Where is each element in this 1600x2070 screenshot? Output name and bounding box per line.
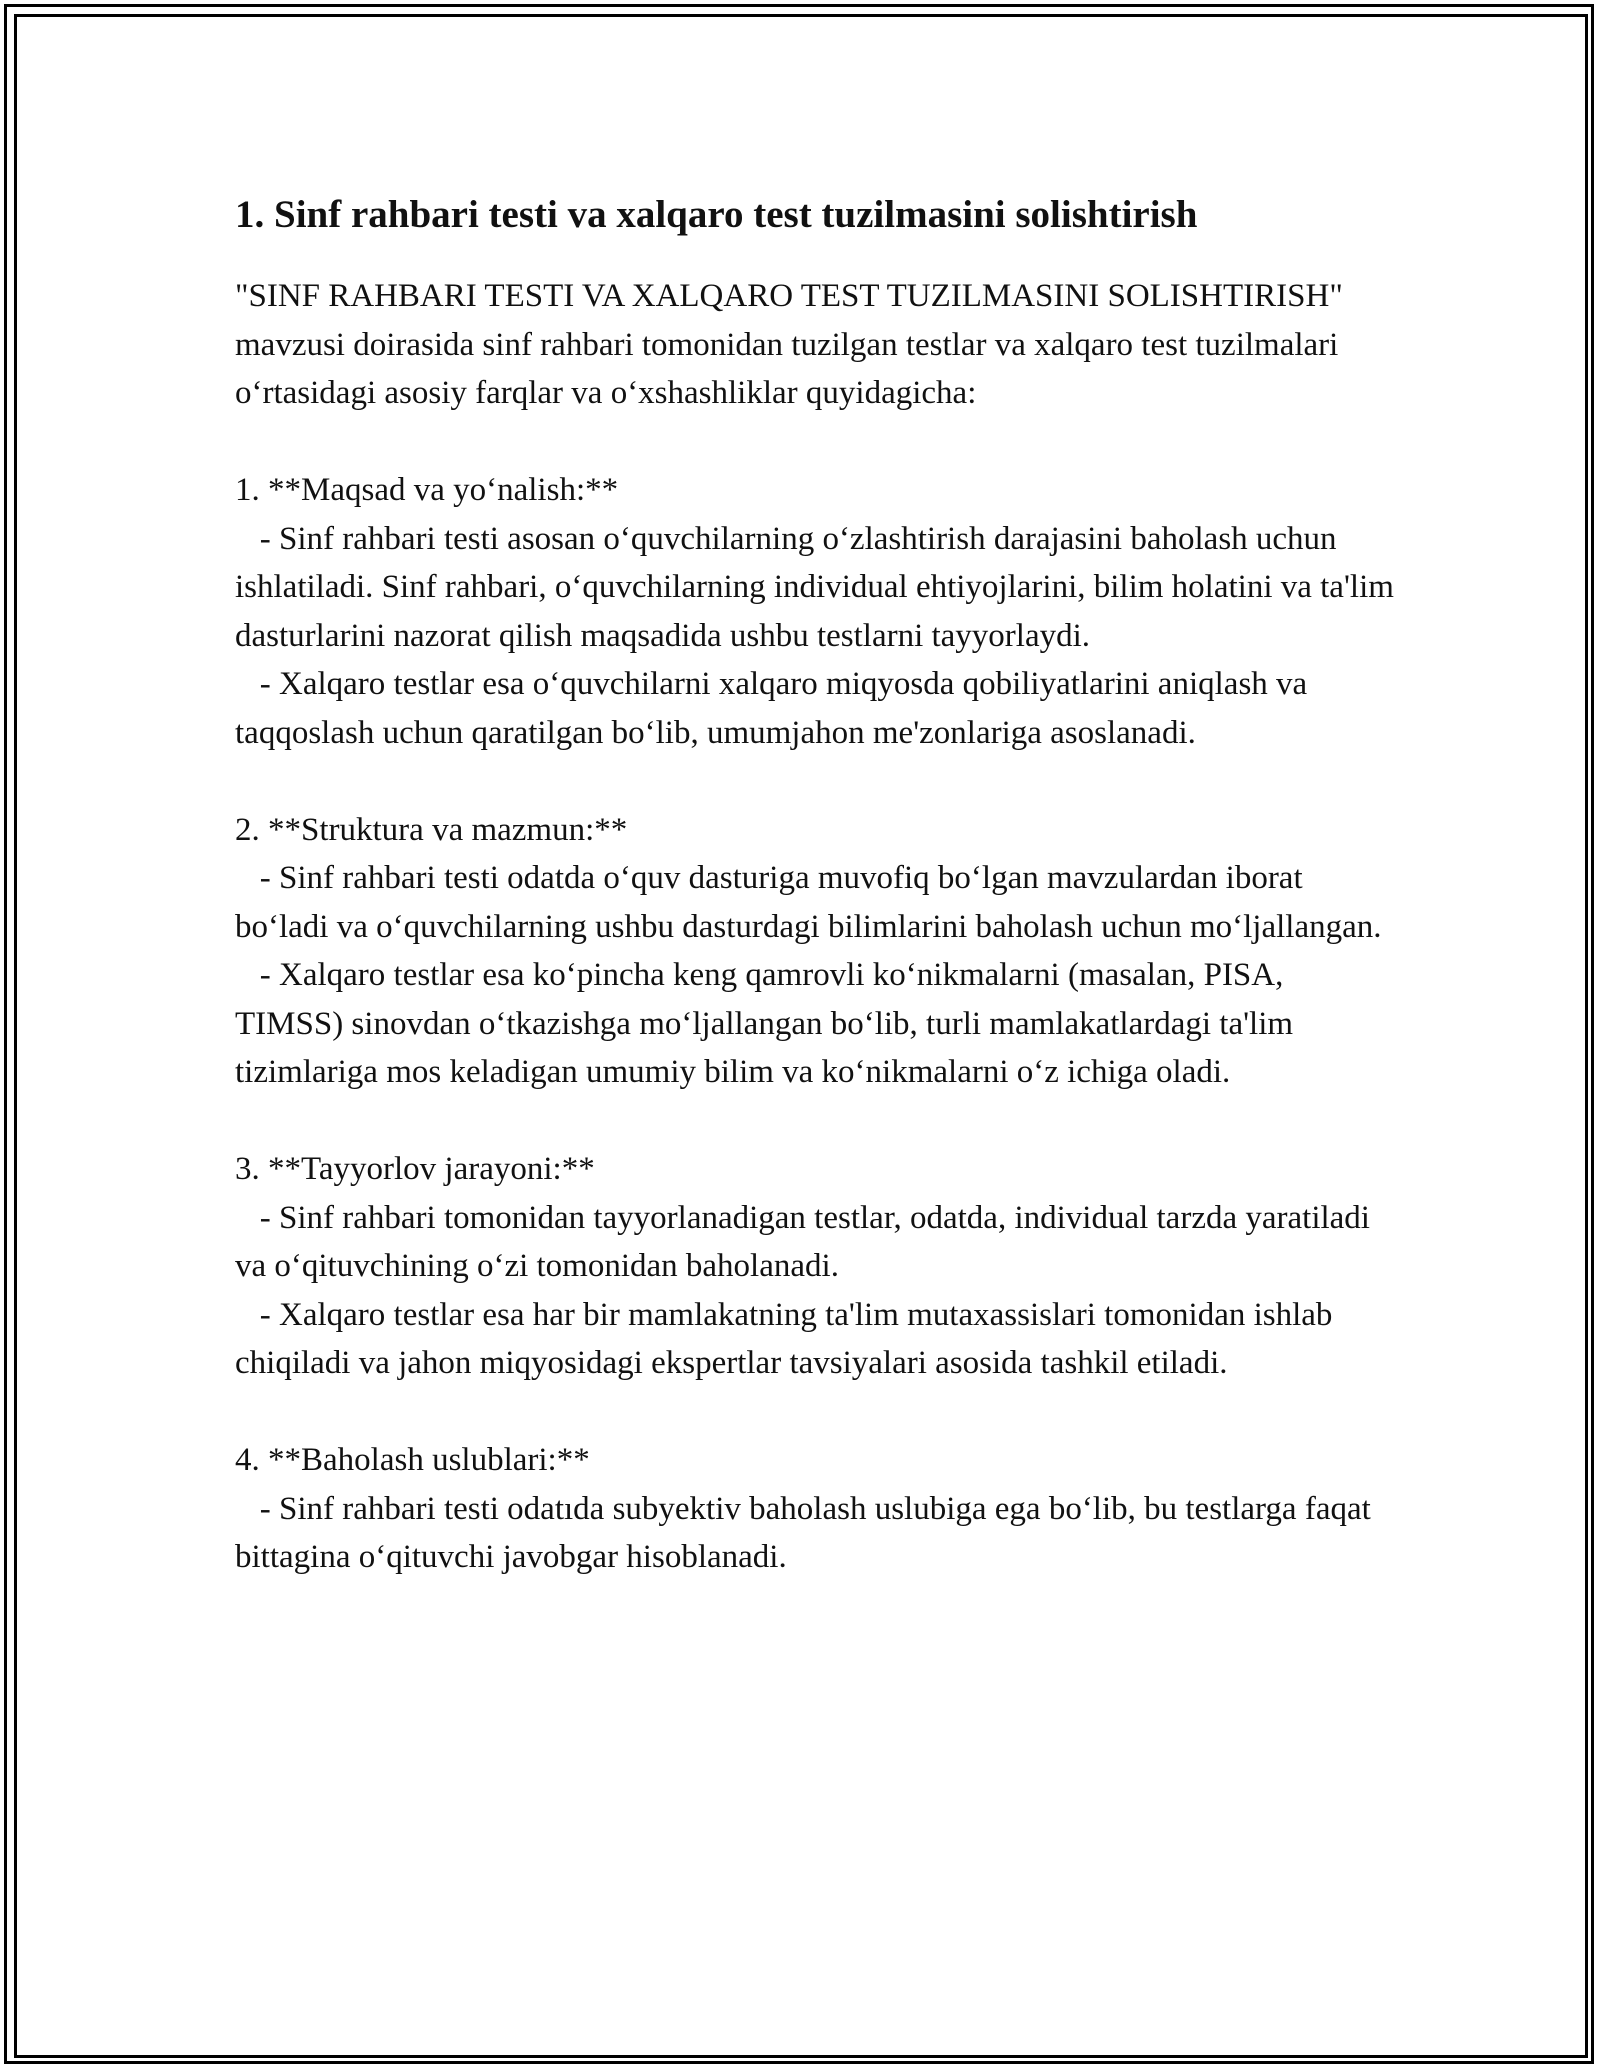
section-point: - Sinf rahbari testi odatıda subyektiv baholash uslubiga ega bo‘lib, bu testlarga faqat bittagina o‘qituvchi javobgar hisoblanadi. xyxy=(235,1490,1371,1575)
section-point: - Xalqaro testlar esa har bir mamlakatning ta'lim mutaxassislari tomonidan ishlab chiqiladi va jahon miqyosidagi ekspertlar tavsiyalari asosida tashkil etiladi. xyxy=(235,1296,1333,1381)
section-point: - Xalqaro testlar esa o‘quvchilarni xalqaro miqyosda qobiliyatlarini aniqlash va taqqoslash uchun qaratilgan bo‘lib, umumjahon me'zonlariga asoslanadi. xyxy=(235,666,1308,751)
section-point: - Sinf rahbari testi asosan o‘quvchilarning o‘zlashtirish darajasini baholash uchun ishlatiladi. Sinf rahbari, o‘quvchilarning individual ehtiyojlarini, bilim holatini va ta'lim dasturlarini nazorat qilish maqsadida ushbu testlarni tayyorlaydi. xyxy=(235,520,1394,654)
document-body xyxy=(235,180,1395,1582)
section-heading: 2. **Struktura va mazmun:** xyxy=(235,811,628,848)
section-heading: 4. **Baholash uslublari:** xyxy=(235,1442,590,1478)
intro-paragraph: "SINF RAHBARI TESTI VA XALQARO TEST TUZILMASINI SOLISHTIRISH" mavzusi doirasida sinf rahbari tomonidan tuzilgan testlar va xalqaro test tuzilmalari o‘rtasidagi asosiy farqlar va o‘xshashliklar quyidagicha: xyxy=(235,278,1343,411)
section-point: - Sinf rahbari tomonidan tayyorlanadigan testlar, odatda, individual tarzda yaratiladi va o‘qituvchining o‘zi tomonidan baholanadi. xyxy=(235,1199,1370,1284)
section-point: - Sinf rahbari testi odatda o‘quv dasturiga muvofiq bo‘lgan mavzulardan iborat bo‘ladi va o‘quvchilarning ushbu dasturdagi bilimlarini baholash uchun mo‘ljallangan. xyxy=(235,860,1382,945)
page-title: 1. Sinf rahbari testi va xalqaro test tuzilmasini solishtirish xyxy=(235,193,1198,236)
section-heading: 1. **Maqsad va yo‘nalish:** xyxy=(235,472,619,508)
section-point: - Xalqaro testlar esa ko‘pincha keng qamrovli ko‘nikmalarni (masalan, PISA, TIMSS) sinovdan o‘tkazishga mo‘ljallangan bo‘lib, turli mamlakatlardagi ta'lim tizimlariga mos keladigan umumiy bilim va ko‘nikmalarni o‘z ichiga oladi. xyxy=(235,957,1294,1090)
body-text xyxy=(235,272,1395,1582)
section-heading: 3. **Tayyorlov jarayoni:** xyxy=(235,1151,595,1187)
